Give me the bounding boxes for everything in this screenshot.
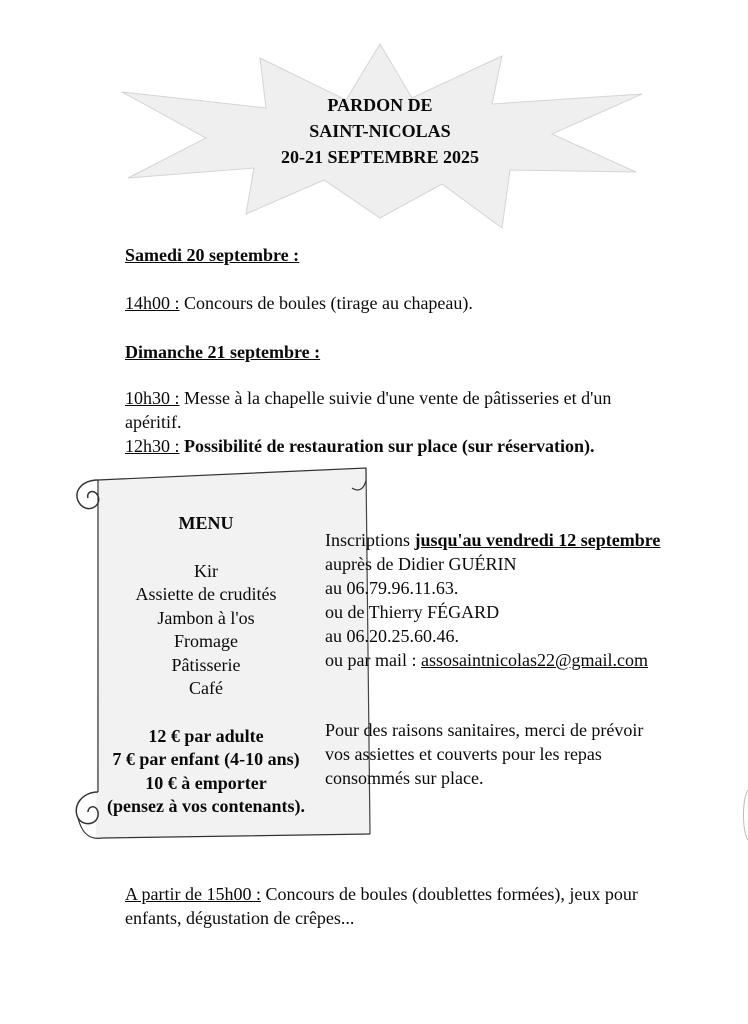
saturday-text: Concours de boules (tirage au chapeau). — [184, 293, 473, 313]
sanitary-line: vos assiettes et couverts pour les repas — [325, 744, 602, 764]
phone-number: au 06.20.25.60.46. — [325, 626, 459, 646]
phone-number: au 06.79.96.11.63. — [325, 578, 459, 598]
title-line-1: PARDON DE — [327, 95, 433, 115]
title-line-3: 20-21 SEPTEMBRE 2025 — [280, 147, 480, 167]
sunday-item-2-time: 12h30 : — [125, 436, 180, 456]
email-link[interactable]: assosaintnicolas22@gmail.com — [420, 650, 649, 670]
sunday-heading: Dimanche 21 septembre : — [125, 342, 321, 362]
sanitary-line: consommés sur place. — [325, 768, 484, 788]
menu-item: Kir — [194, 560, 218, 581]
afternoon-time: A partir de 15h00 : — [125, 884, 261, 904]
sunday-item-1 — [125, 386, 725, 434]
inscriptions-block — [325, 528, 660, 672]
price-line: 10 € à emporter — [145, 772, 267, 793]
menu-title: MENU — [178, 513, 234, 533]
mail-prefix: ou par mail : — [325, 650, 417, 670]
saturday-time: 14h00 : — [125, 293, 180, 313]
menu-item: Jambon à l'os — [157, 607, 255, 628]
sunday-item-2-text: Possibilité de restauration sur place (sur réservation). — [184, 436, 595, 456]
scan-edge-mark — [742, 790, 748, 840]
inscriptions-deadline: jusqu'au vendredi 12 septembre — [414, 530, 661, 550]
inscriptions-prefix: Inscriptions — [325, 530, 410, 550]
menu-item: Assiette de crudités — [135, 584, 277, 604]
inscriptions-line: ou de Thierry FÉGARD — [325, 602, 500, 622]
sanitary-line: Pour des raisons sanitaires, merci de prévoir — [325, 720, 644, 740]
sunday-item-1-text-2: apéritif. — [125, 412, 182, 432]
price-line: 12 € par adulte — [148, 725, 264, 746]
sanitary-notice — [325, 718, 643, 790]
menu-prices — [78, 725, 334, 819]
title-line-2: SAINT-NICOLAS — [309, 121, 451, 141]
sunday-item-1-time: 10h30 : — [125, 388, 180, 408]
afternoon-text: Concours de boules (doublettes formées), jeux pour — [265, 884, 638, 904]
menu-item: Pâtisserie — [171, 654, 241, 675]
saturday-heading: Samedi 20 septembre : — [125, 245, 300, 265]
afternoon-text-2: enfants, dégustation de crêpes... — [125, 908, 355, 928]
inscriptions-line: auprès de Didier GUÉRIN — [325, 554, 517, 574]
afternoon-item — [125, 882, 725, 930]
sunday-item-2 — [125, 434, 725, 458]
price-line: (pensez à vos contenants). — [107, 796, 305, 816]
saturday-item — [125, 291, 725, 315]
price-line: 7 € par enfant (4-10 ans) — [112, 749, 300, 769]
menu-panel — [78, 512, 334, 819]
menu-item: Café — [189, 678, 223, 698]
menu-item: Fromage — [174, 631, 238, 651]
sunday-item-1-text: Messe à la chapelle suivie d'une vente de pâtisseries et d'un — [184, 388, 612, 408]
page-title — [200, 92, 560, 170]
